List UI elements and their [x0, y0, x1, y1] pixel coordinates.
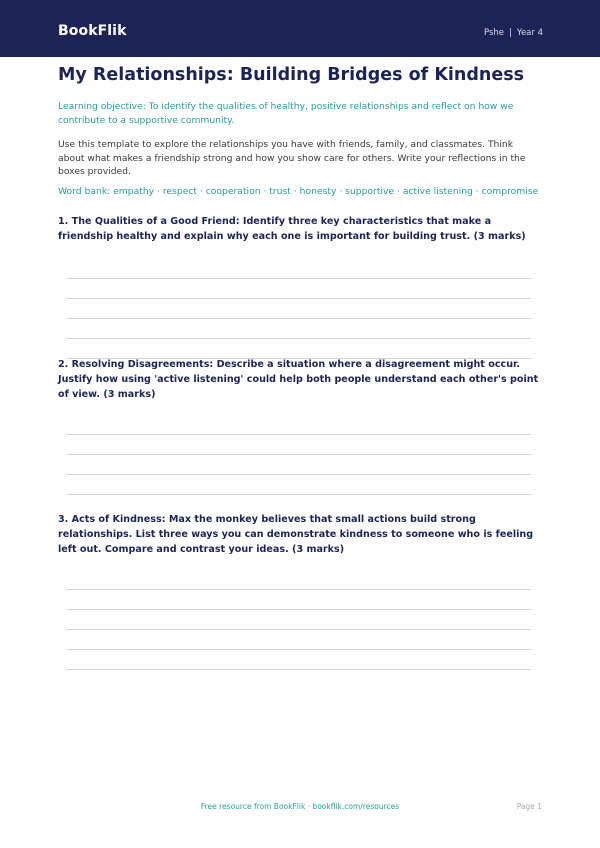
- page-number: Page 1: [516, 802, 542, 811]
- question-3: 3. Acts of Kindness: Max the monkey believes that small actions build strong relationships. List three ways you can demonstrate kindness to someone who is feeling left out. Compare and contrast your ideas. (3 marks): [58, 514, 534, 555]
- footer-resource-link[interactable]: Free resource from BookFlik · bookflik.com/resources: [200, 802, 400, 811]
- learning-objective: Learning objective: To identify the qualities of healthy, positive relationships and reflect on how we contribute to a supportive community.: [58, 101, 514, 126]
- page-header: [0, 0, 600, 57]
- answer-line[interactable]: [67, 454, 531, 455]
- word-bank: Word bank: empathy · respect · cooperation · trust · honesty · supportive · active listening · compromise: [58, 186, 539, 197]
- subject-label: Pshe: [483, 28, 505, 38]
- page-title: My Relationships: Building Bridges of Kindness: [58, 65, 525, 85]
- header-separator: |: [509, 28, 512, 38]
- year-label: Year 4: [516, 28, 543, 38]
- question-1: 1. The Qualities of a Good Friend: Identify three key characteristics that make a friendship healthy and explain why each one is important for building trust. (3 marks): [58, 216, 526, 242]
- answer-line[interactable]: [67, 629, 531, 630]
- answer-line[interactable]: [67, 434, 531, 435]
- answer-line[interactable]: [67, 609, 531, 610]
- subject-year-label: [484, 28, 543, 38]
- answer-line[interactable]: [67, 338, 531, 339]
- answer-line[interactable]: [67, 318, 531, 319]
- answer-line[interactable]: [67, 494, 531, 495]
- answer-line[interactable]: [67, 278, 531, 279]
- question-2: 2. Resolving Disagreements: Describe a situation where a disagreement might occur. Justify how using 'active listening' could help both people understand each other's point of view. (3 marks): [58, 359, 539, 400]
- answer-line[interactable]: [67, 669, 531, 670]
- answer-line[interactable]: [67, 649, 531, 650]
- intro-text: Use this template to explore the relationships you have with friends, family, and classmates. Think about what makes a friendship strong and how you show care for others. Write your reflections in the boxes provided.: [58, 139, 526, 177]
- answer-line[interactable]: [67, 589, 531, 590]
- brand-logo-text: BookFlik: [58, 23, 127, 39]
- answer-line[interactable]: [67, 474, 531, 475]
- answer-line[interactable]: [67, 298, 531, 299]
